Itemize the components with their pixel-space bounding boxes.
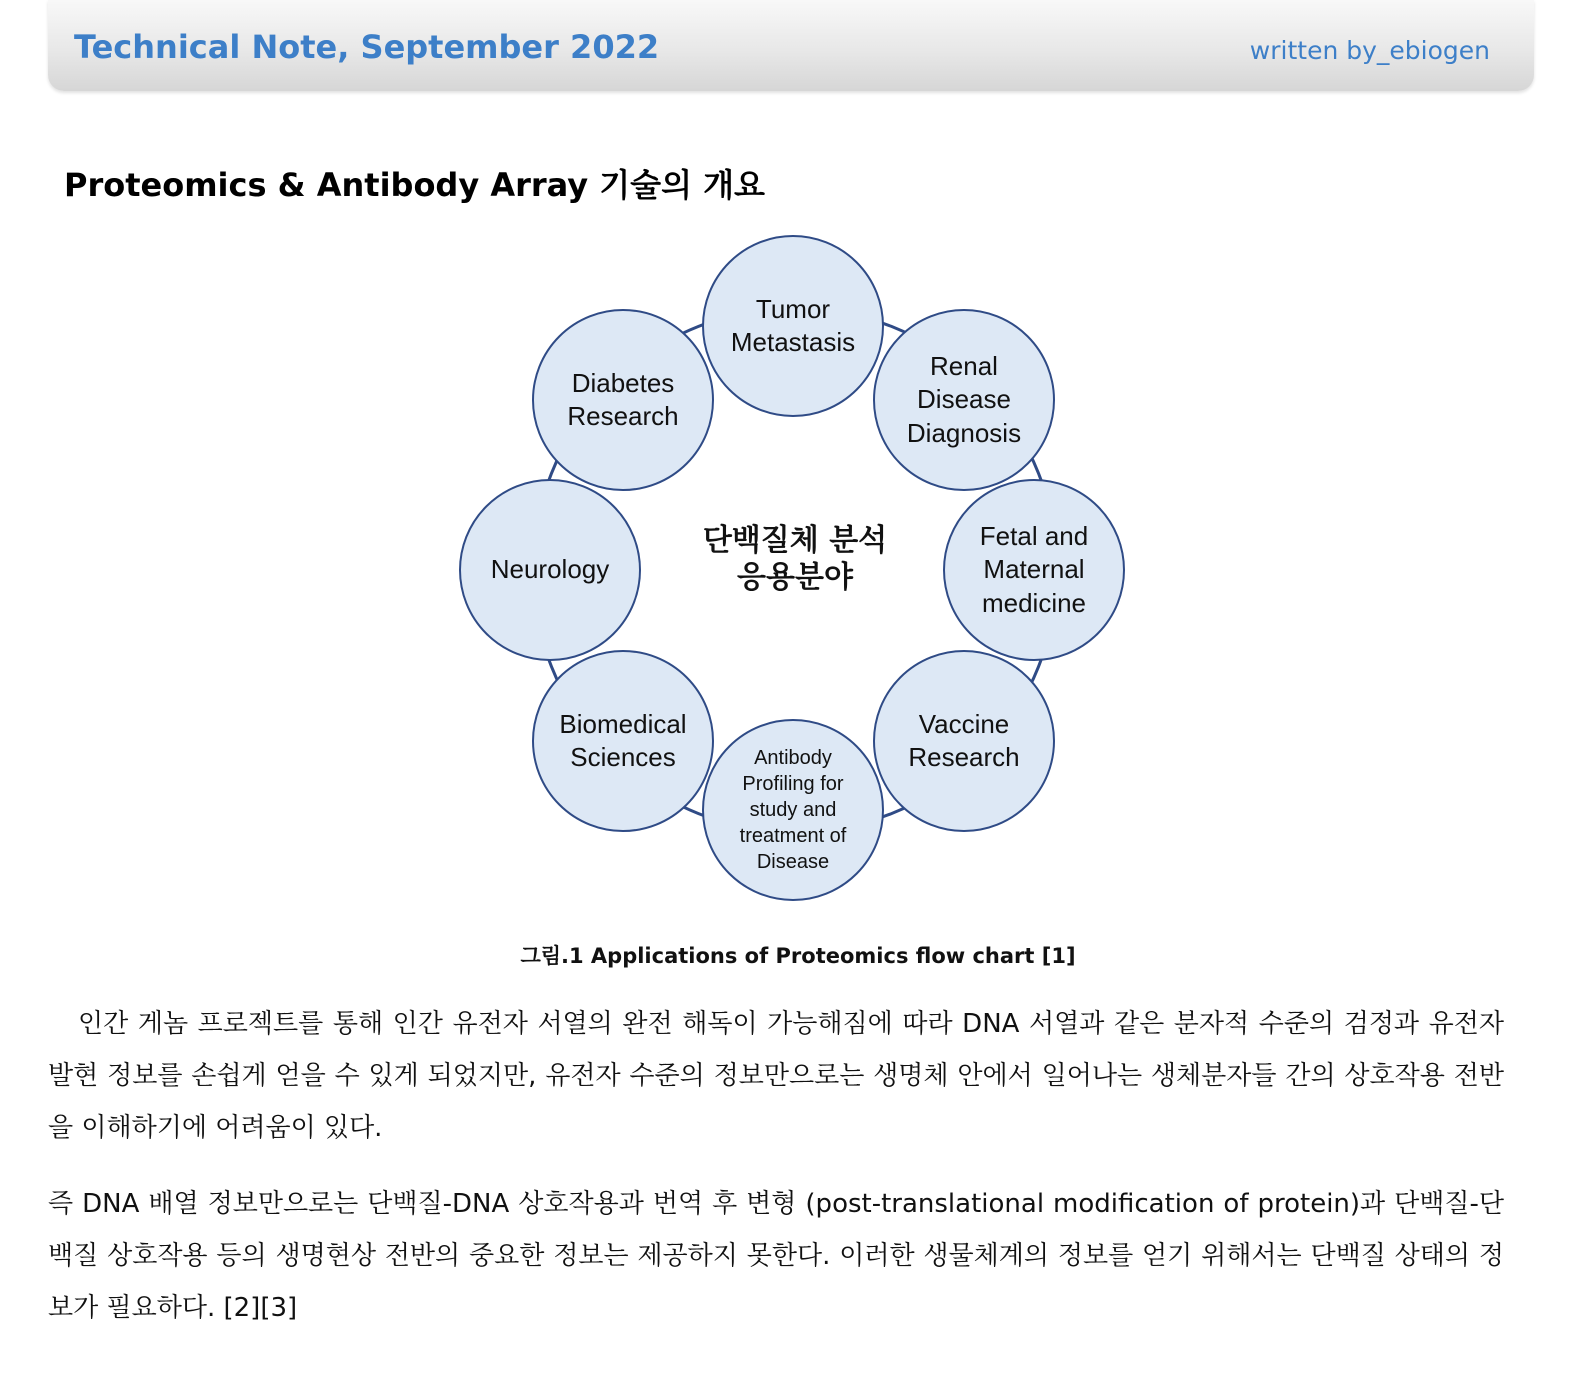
author-credit: written by_ebiogen [1249, 36, 1490, 65]
node-vaccine-research: Vaccine Research [873, 650, 1055, 832]
body-paragraph-2: 즉 DNA 배열 정보만으로는 단백질-DNA 상호작용과 번역 후 변형 (post-translational modification of protein)과 단백질-단백질 상호작용 등의 생명현상 전반의 중요한 정보는 제공하지 못한다. 이러한 생물체계의 정보를 얻기 위해서는 단백질 상태의 정보가 필요하다. [2][3] [48, 1189, 1504, 1323]
figure-caption: 그림.1 Applications of Proteomics flow chart [1] [520, 944, 1076, 968]
node-biomedical-sciences: Biomedical Sciences [532, 650, 714, 832]
document-title: Technical Note, September 2022 [74, 28, 660, 66]
node-neurology: Neurology [459, 479, 641, 661]
body-paragraph-1: 인간 게놈 프로젝트를 통해 인간 유전자 서열의 완전 해독이 가능해짐에 따라 DNA 서열과 같은 분자적 수준의 검정과 유전자 발현 정보를 손쉽게 얻을 수 있게 되었지만, 유전자 수준의 정보만으로는 생명체 안에서 일어나는 생체분자들 간의 상호작용 전반을 이해하기에 어려움이 있다. [48, 1009, 1504, 1143]
node-antibody-profiling: Antibody Profiling for study and treatment of Disease [702, 719, 884, 901]
node-tumor-metastasis: Tumor Metastasis [702, 235, 884, 417]
diagram-center-label: 단백질체 분석 응용분야 [702, 523, 888, 595]
applications-diagram [440, 225, 1150, 915]
section-title: Proteomics & Antibody Array 기술의 개요 [64, 166, 765, 204]
node-diabetes-research: Diabetes Research [532, 309, 714, 491]
header-bar [48, 0, 1534, 91]
node-fetal-maternal-medicine: Fetal and Maternal medicine [943, 479, 1125, 661]
node-renal-disease-diagnosis: Renal Disease Diagnosis [873, 309, 1055, 491]
